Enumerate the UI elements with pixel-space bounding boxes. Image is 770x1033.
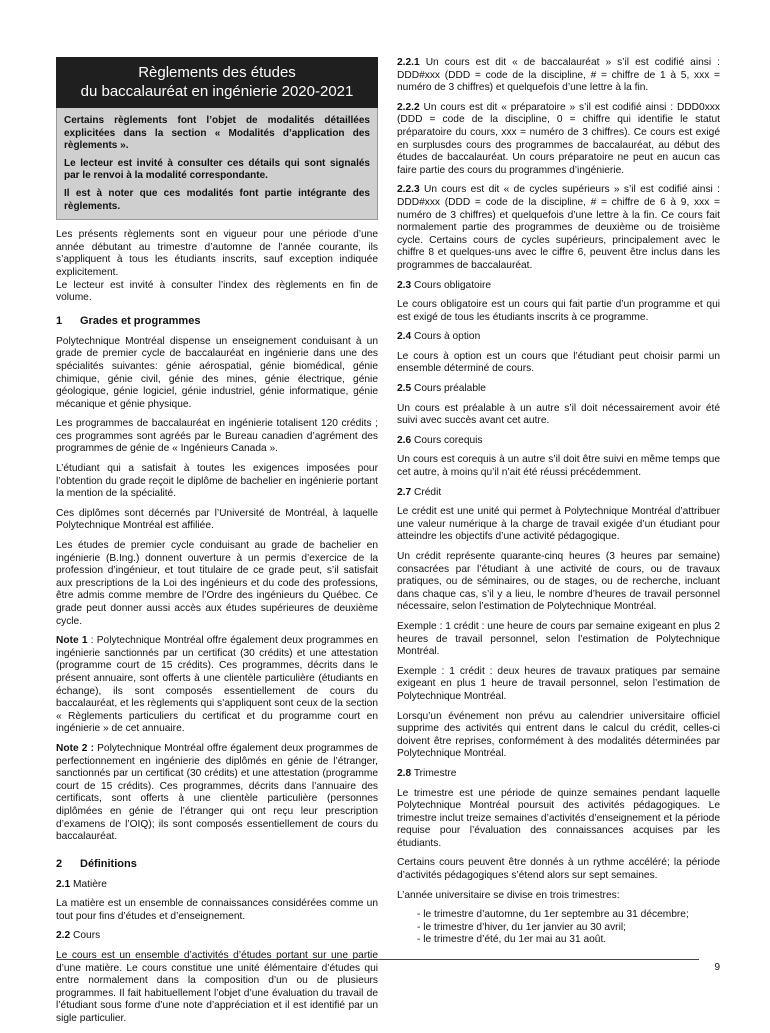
subsection-number: 2.5 — [397, 383, 412, 395]
subsection-heading-2-8 — [397, 768, 720, 781]
note-2 — [56, 743, 378, 844]
list-item: - le trimestre d’automne, du 1er septembre au 31 décembre; — [417, 909, 689, 921]
subsection-heading-2-1 — [56, 879, 378, 892]
subsection-title: Matière — [70, 878, 107, 890]
page-number: 9 — [714, 962, 720, 973]
subsection-heading-2-6 — [397, 435, 720, 448]
section-heading-2 — [56, 858, 378, 871]
title-line-1: Règlements des études — [138, 64, 296, 81]
subsection-heading-2-2 — [56, 930, 378, 943]
subsection-heading-2-7 — [397, 487, 720, 500]
right-column — [397, 57, 720, 947]
intro-paragraph: Les présents règlements sont en vigueur pour une période d’une année débutant au trimestre d’automne de l’année courante, ils s’appliquent à tous les étudiants inscrits, sauf exception indiquée explicitement. — [56, 229, 378, 278]
subsection-number: 2.2.2 — [397, 101, 420, 113]
paragraph: L’étudiant qui a satisfait à toutes les exigences imposées pour l’obtention du grade reçoit le diplôme de bachelier en ingénierie portant la mention de la spécialité. — [56, 463, 378, 500]
subsection-number: 2.2.1 — [397, 57, 420, 68]
subsection-heading-2-4 — [397, 331, 720, 344]
note-text: : Polytechnique Montréal offre également deux programmes en ingénierie sanctionnés par un certificat (30 crédits) et une attestation (programme court de 15 crédits). Ces programmes, décrits dans le présent annuaire, sont offerts à une clientèle particulière (étudiants en échange), ils sont composés essentiellement de cours du baccalauréat, et les règlements qui s’appliquent sont ceux de la section « Règlements particuliers du certificat et du programme court en ingénierie » de cet annuaire. — [56, 635, 378, 735]
paragraph: Le cours obligatoire est un cours qui fait partie d’un programme et qui est exigé de tous les étudiants inscrits à ce programme. — [397, 299, 720, 323]
footer-divider — [56, 959, 699, 960]
subsection-number: 2.2 — [56, 930, 71, 942]
notice-box — [56, 108, 378, 220]
title-line-2: du baccalauréat en ingénierie 2020-2021 — [80, 83, 354, 100]
paragraph: Un crédit représente quarante-cinq heures (3 heures par semaine) consacrées par l’étudiant à une activité de cours, ou de travaux pratiques, ou de séminaires, ou de stages, ou de recherche, incluant dans chaque cas, s’il y a lieu, le nombre d’heures de travail personnel nécessaire, selon l’estimation de Polytechnique Montréal. — [397, 551, 720, 613]
subsection-number: 2.8 — [397, 767, 412, 779]
paragraph: Certains cours peuvent être donnés à un rythme accéléré; la période d’activités pédagogiques s’étend alors sur sept semaines. — [397, 857, 720, 882]
paragraph: Ces diplômes sont décernés par l’Université de Montréal, à laquelle Polytechnique Montréal est affiliée. — [56, 507, 378, 532]
section-title: Définitions — [80, 857, 137, 870]
subsection-title: Crédit — [411, 486, 442, 498]
paragraph: L’année universitaire se divise en trois trimestres: — [397, 889, 620, 901]
paragraph: Polytechnique Montréal dispense un enseignement conduisant à un grade de premier cycle de baccalauréat en ingénierie dans une des spécialités suivantes: génie aérospatial, génie biomédical, génie chimique, génie civil, génie des mines, génie électrique, génie géologique, génie logiciel, génie industriel, génie informatique, génie mécanique et génie physique. — [56, 335, 378, 410]
intro-paragraph: Le lecteur est invité à consulter l’index des règlements en fin de volume. — [56, 279, 378, 304]
paragraph: Un cours est préalable à un autre s’il doit nécessairement avoir été suivi avec succès avant cet autre. — [397, 402, 720, 427]
section-number: 1 — [56, 314, 63, 327]
subsection-text: Un cours est dit « préparatoire » s’il est codifié ainsi : DDD0xxx (DDD = code de la discipline, 0 = chiffre qui identifie le statut préparatoire du cours, xxx = numéro de 3 chiffres). Ce cours est exigé en surplusdes cours des programmes de baccalauréat, au début des études de baccalauréat. Un cours préparatoire ne peut en aucun cas faire partie des cours du programmes d’ingénierie. — [397, 101, 720, 176]
subsection-number: 2.7 — [397, 486, 412, 498]
note-1 — [56, 635, 378, 736]
subsection-2-2-2 — [397, 102, 720, 178]
paragraph: Le crédit est une unité qui permet à Polytechnique Montréal d’attribuer une valeur numérique à la charge de travail exigée d’un étudiant pour atteindre les objectifs d’une activité pédagogique. — [397, 506, 720, 543]
subsection-number: 2.4 — [397, 331, 412, 343]
list-item: - le trimestre d’été, du 1er mai au 31 août. — [417, 934, 607, 946]
paragraph: Exemple : 1 crédit : une heure de cours par semaine exigeant en plus 2 heures de travail personnel, selon l’estimation de Polytechnique Montréal. — [397, 620, 720, 658]
subsection-2-2-3 — [397, 184, 720, 272]
list-item: - le trimestre d’hiver, du 1er janvier au 30 avril; — [417, 921, 626, 933]
subsection-heading-2-5 — [397, 383, 720, 396]
notice-paragraph: Le lecteur est invité à consulter ces détails qui sont signalés par le renvoi à la modalité correspondante. — [64, 157, 370, 182]
paragraph: Un cours est corequis à un autre s’il doit être suivi en même temps que cet autre, à moins qu’il n’ait été réussi précédemment. — [397, 454, 720, 479]
subsection-2-2-1 — [397, 57, 720, 95]
left-column — [56, 57, 378, 1033]
paragraph: Lorsqu’un événement non prévu au calendrier universitaire officiel supprime des activités qui entrent dans le calcul du crédit, celles-ci doivent être reprises, conformément à des modalités déterminées par Polytechnique Montréal. — [397, 710, 720, 760]
subsection-title: Cours — [70, 930, 101, 942]
subsection-title: Cours préalable — [411, 383, 486, 395]
subsection-title: Cours corequis — [411, 434, 483, 446]
paragraph: Les programmes de baccalauréat en ingénierie totalisent 120 crédits ; ces programmes sont agréés par le Bureau canadien d’agrément des programmes de génie de « Ingénieurs Canada ». — [56, 418, 378, 455]
subsection-number: 2.2.3 — [397, 184, 420, 196]
note-text: Polytechnique Montréal offre également deux programmes de perfectionnement en ingénierie des diplômés en génie de l’étranger, sanctionnés par un certificat (30 crédits) et une attestation (programme court de 15 crédits). Ces programmes, décrits dans l’annuaire des certificats, sont offerts à une clientèle particulière (personnes diplômées en génie de l’étranger qui ont reçu leur prescription d’examens de l’OIQ); ils sont composés essentiellement de cours du baccalauréat. — [56, 742, 378, 843]
section-heading-1 — [56, 315, 378, 328]
notice-paragraph: Il est à noter que ces modalités font partie intégrante des règlements. — [64, 187, 370, 212]
subsection-text: Un cours est dit « de cycles supérieurs » s’il est codifié ainsi : DDD#xxx (DDD = code de la discipline, # = chiffre de 6 à 9, xxx = numéro de 3 chiffres) et quelquefois d’une lettre à la fin. Ce cours fait normalement partie des programmes de deuxième ou de troisième cycle. Certains cours de cycles supérieurs, principalement avec le chiffre 8 et quelques-uns avec le ciffre 6, peuvent être inclus dans les programmes de baccalauréat. — [397, 184, 720, 271]
trimester-list — [397, 909, 720, 947]
subsection-heading-2-3 — [397, 280, 720, 293]
paragraph: Le cours est un ensemble d’activités d’études portant sur une partie d’une matière. Le cours constitue une unité élémentaire d’études qui entre normalement dans la composition d’un ou de plusieurs programmes. Il fait habituellement l’objet d’une évaluation du travail de l’étudiant sous forme d’une note d’appréciation et il est identifié par un sigle particulier. — [56, 950, 378, 1025]
subsection-number: 2.1 — [56, 878, 71, 890]
paragraph: Exemple : 1 crédit : deux heures de travaux pratiques par semaine exigeant en plus 1 heure de travail personnel, selon l’estimation de Polytechnique Montréal. — [397, 665, 720, 702]
subsection-number: 2.6 — [397, 434, 412, 446]
subsection-text: Un cours est dit « de baccalauréat » s’il est codifié ainsi : DDD#xxx (DDD = code de la discipline, # = chiffre de 1 à 5, xxx = numéro de 3 chiffres) et quelquefois d’une lettre à la fin. — [397, 57, 720, 94]
subsection-number: 2.3 — [397, 279, 412, 291]
document-title — [56, 57, 378, 108]
paragraph: Le trimestre est une période de quinze semaines pendant laquelle Polytechnique Montréal poursuit des activités pédagogiques. Le trimestre inclut treize semaines d’activités d’enseignement et la période requise pour l’évaluation des connaissances acquises par les étudiants. — [397, 787, 720, 849]
section-number: 2 — [56, 857, 63, 870]
paragraph: La matière est un ensemble de connaissances considérées comme un tout pour fins d’études et d’enseignement. — [56, 898, 378, 922]
subsection-title: Cours obligatoire — [411, 279, 492, 291]
section-title: Grades et programmes — [80, 314, 201, 327]
note-label: Note 1 — [56, 635, 88, 647]
subsection-title: Cours à option — [411, 331, 481, 343]
notice-paragraph: Certains règlements font l’objet de modalités détaillées explicitées dans la section « Modalités d’application des règlements ». — [64, 115, 370, 152]
paragraph: Les études de premier cycle conduisant au grade de bachelier en ingénierie (B.Ing.) donnent ouverture à un permis d’exercice de la profession d’ingénieur, et tout titulaire de ce grade peut, s’il satisfait aux prescriptions de la Loi des ingénieurs et du code des professions, être admis comme membre de l’Ordre des ingénieurs du Québec. Ce grade peut donner aussi accès aux études supérieures de deuxième cycle. — [56, 540, 378, 627]
paragraph: Le cours à option est un cours que l’étudiant peut choisir parmi un ensemble déterminé de cours. — [397, 350, 720, 375]
subsection-title: Trimestre — [411, 767, 457, 779]
note-label: Note 2 : — [56, 742, 94, 754]
